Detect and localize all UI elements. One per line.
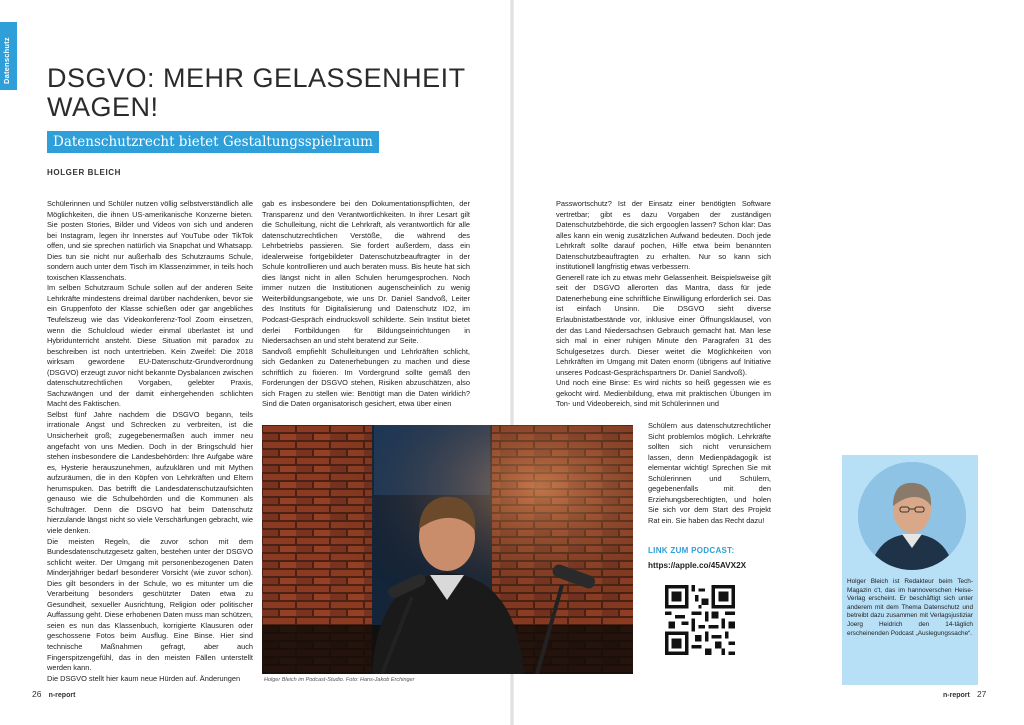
title-line-1: DSGVO: MEHR GELASSENHEIT [47, 63, 466, 93]
section-tab-label: Datenschutz [2, 37, 11, 84]
podcast-link[interactable]: https://apple.co/45AVX2X [648, 561, 747, 570]
text-column-3 [556, 199, 771, 410]
text-column-1 [47, 199, 253, 684]
podcast-link-heading: LINK ZUM PODCAST: [648, 546, 735, 555]
paragraph: Selbst fünf Jahre nachdem die DSGVO begann, teils irrationale Angst und Schrecken zu verbreiten, ist die Unsicherheit groß; zugegebenermaßen auch immer neu angefacht von uns Medien. Doch in der Bringschuld hier stehen insbesondere die Landesbehörden: Ihre Aufgabe wäre es, Hysterie herauszunehmen, aufzuklären und mit Mythen aufzuräumen, die in den Köpfen von Lehrkräften und Eltern herumspuken. Das betrifft die Landesdatenschutzaufsichten genauso wie die Schulbehörden und die Kommunen als Schulträger. Denn die DSGVO hat beim Datenschutz hierzulande längst nicht so viele Verschärfungen gebracht, wie viele denken. [47, 409, 253, 535]
article-subtitle: Datenschutzrecht bietet Gestaltungsspielraum [47, 131, 379, 153]
footer-left [32, 689, 75, 699]
paragraph: Passwortschutz? Ist der Einsatz einer benötigten Software vertretbar; gibt es dazu Vorgaben der zuständigen Datenschutzbehörde, die sich ergooglen lassen? Schon klar: Das alles kann ein wenig zusätzlichen Aufwand bedeuten. Doch jede Lehrkraft sollte darauf pochen, Hilfe etwa beim benannten Datenschutzbeauftragten zu erhalten. Nur so kann sich institutionell langfristig etwas verbessern. [556, 199, 771, 272]
photo-caption: Holger Bleich im Podcast-Studio. Foto: Hans-Jakob Erchinger [264, 677, 415, 683]
paragraph: Generell rate ich zu etwas mehr Gelassenheit. Beispielsweise gilt seit der DSGVO allerorten das Mantra, dass für jede Datenerhebung eine schriftliche Einwilligung erforderlich sei. Das ist einfach Unsinn. Die DSGVO sieht diverse Erlaubnistatbestände vor, inklusive einer Öffnungsklausel, von der das Land Niedersachsen Gebrauch gemacht hat. Man lese sich mal in einer ruhigen Minute den Paragrafen 31 des Schulgesetzes durch. Dieser weitet die Möglichkeiten von Lehrkräften im Umgang mit Daten enorm (übrigens auf Initiative unseres Podcast-Gesprächspartners Dr. Daniel Sandvoß). [556, 272, 771, 377]
footer-brand-right: n-report [943, 692, 970, 699]
page-number-left: 26 [32, 689, 42, 699]
qr-code-icon [665, 585, 735, 655]
title-line-2: WAGEN! [47, 92, 159, 122]
paragraph: Schülerinnen und Schüler nutzen völlig selbstverständlich alle Möglichkeiten, die ihnen US-amerikanische Konzerne bieten. Sie posten Stories, Bilder und Videos von sich und anderen bei Instagram, legen ihr Innerstes auf YouTube oder TikTok offen, und sie sprechen natürlich via Snapchat und Whatsapp. Dies tun sie nicht nur außerhalb des Schutzraums Schule, sondern auch unter dem Tisch im Klassenzimmer, in teils hoch toxischen Klassenchats. [47, 199, 253, 282]
author-portrait [858, 462, 966, 570]
text-column-2 [262, 199, 470, 410]
author-portrait-illustration [858, 462, 966, 570]
footer-right [943, 689, 986, 699]
author-bio-text: Holger Bleich ist Redakteur beim Tech-Magazin c't, das im hannoverschen Heise-Verlag erscheint. Er beschäftigt sich unter anderem mit dem Thema Datenschutz und betreibt dazu zusammen mit Verlagsjustiziar Joerg Heidrich den 14-täglich erscheinenden Podcast „Auslegungssache“. [847, 578, 973, 637]
paragraph: Und noch eine Binse: Es wird nichts so heiß gegessen wie es gekocht wird. Medienbildung, etwa mit praktischen Übungen im Ton- und Videobereich, sind mit Schülerinnen und [556, 378, 771, 409]
page-number-right: 27 [976, 689, 987, 699]
text-column-3-continued [648, 421, 771, 526]
paragraph: Die meisten Regeln, die zuvor schon mit dem Bundesdatenschutzgesetz galten, bestehen unter der DSGVO schlicht weiter. Der Umgang mit personenbezogenen Daten Minderjähriger bedarf besonderer Vorsicht (wie zuvor schon). Dies gilt besonders in der Schule, wo es mitunter um die Verarbeitung besonders geschützter Daten etwa zu Gesundheit, sexueller Ausrichtung, Religion oder politischer Auffassung geht. Diese erhobenen Daten muss man schützen, seien es nun das Klassenbuch, korrigierte Klausuren oder geschossene Fotos beim Ausflug. Eine Binse. Hier sind technische Maßnahmen gefragt, aber auch Fingerspitzengefühl, das in den meisten Fällen unterstellt werden kann. [47, 536, 253, 673]
podcast-studio-photo [262, 425, 633, 674]
footer-brand-left: n-report [48, 692, 76, 699]
studio-photo-illustration [262, 425, 633, 674]
section-tab [0, 22, 17, 90]
article-title [47, 64, 467, 122]
podcast-qr-code[interactable] [665, 585, 735, 655]
paragraph: Sandvoß empfiehlt Schulleitungen und Lehrkräften schlicht, sich Gedanken zu Datenerhebungen zu machen und diese schriftlich zu fixieren. Im Vordergrund sollte gemäß den Forderungen der DSGVO stehen, Risiken abzuschätzen, also sich Fragen zu stellen wie: Benötigt man die Daten wirklich? Sind die Daten organisatorisch gesichert, etwa über einen [262, 346, 470, 409]
author-byline: HOLGER BLEICH [47, 168, 122, 177]
paragraph: Im selben Schutzraum Schule sollen auf der anderen Seite Lehrkräfte mindestens dreimal darüber nachdenken, bevor sie ein Gruppenfoto der Klasse schießen oder gar angebliches Teufelszeug wie das Videokonferenz-Tool Zoom einsetzen, wenn die Schulcloud wieder einmal überlastet ist und Hybridunterricht ansteht. Diese Situation mit paradox zu beschreiben ist noch untertrieben. Kein Zweifel: Die 2018 wirksam gewordene EU-Datenschutz-Grundverordnung (DSGVO) erzeugt zuvor nicht bekannte Dysbalancen zwischen datenschutzrechtlichen Vorgaben, gelebter Praxis, Sachzwängen und der damit einhergehenden schlichten Macht des Faktischen. [47, 283, 253, 409]
paragraph: Schülern aus datenschutzrechtlicher Sicht problemlos möglich. Lehrkräfte sollten sich nicht verunsichern lassen, denn Medienpädagogik ist elementar wichtig! Sprechen Sie mit Schülerinnen und Schülern, gegebenenfalls mit den Erziehungsberechtigten, und holen Sie sich vor dem Start des Projekt Rat ein. Sie haben das Recht dazu! [648, 421, 771, 525]
paragraph: Die DSGVO stellt hier kaum neue Hürden auf. Änderungen [47, 673, 241, 683]
paragraph: gab es insbesondere bei den Dokumentationspflichten, der Transparenz und den Verantwortlichkeiten. In ihrer Lesart gilt die Schulleitung, nicht die Lehrkraft, als verantwortlich für alle datenschutzrechtlichen Verstöße, die während des Lehrbetriebs passieren. Sie fordert außerdem, dass ein idealerweise fortgebildeter Datenschutzbeauftragter in der Schule kontrollieren und auch beraten muss. Bis heute hat sich dies längst nicht in allen Schulen herumgesprochen. Noch immer nutzen die Institutionen augenscheinlich zu wenig Weiterbildungsangebote, wie uns Dr. Daniel Sandvoß, Leiter des Instituts für Digitalisierung und Datenschutz ID2, im Podcast-Gespräch eindrucksvoll schilderte. Sein Institut bietet derlei Fortbildungen für Bildungseinrichtungen in Niedersachsen an und steht beratend zur Seite. [262, 199, 470, 346]
